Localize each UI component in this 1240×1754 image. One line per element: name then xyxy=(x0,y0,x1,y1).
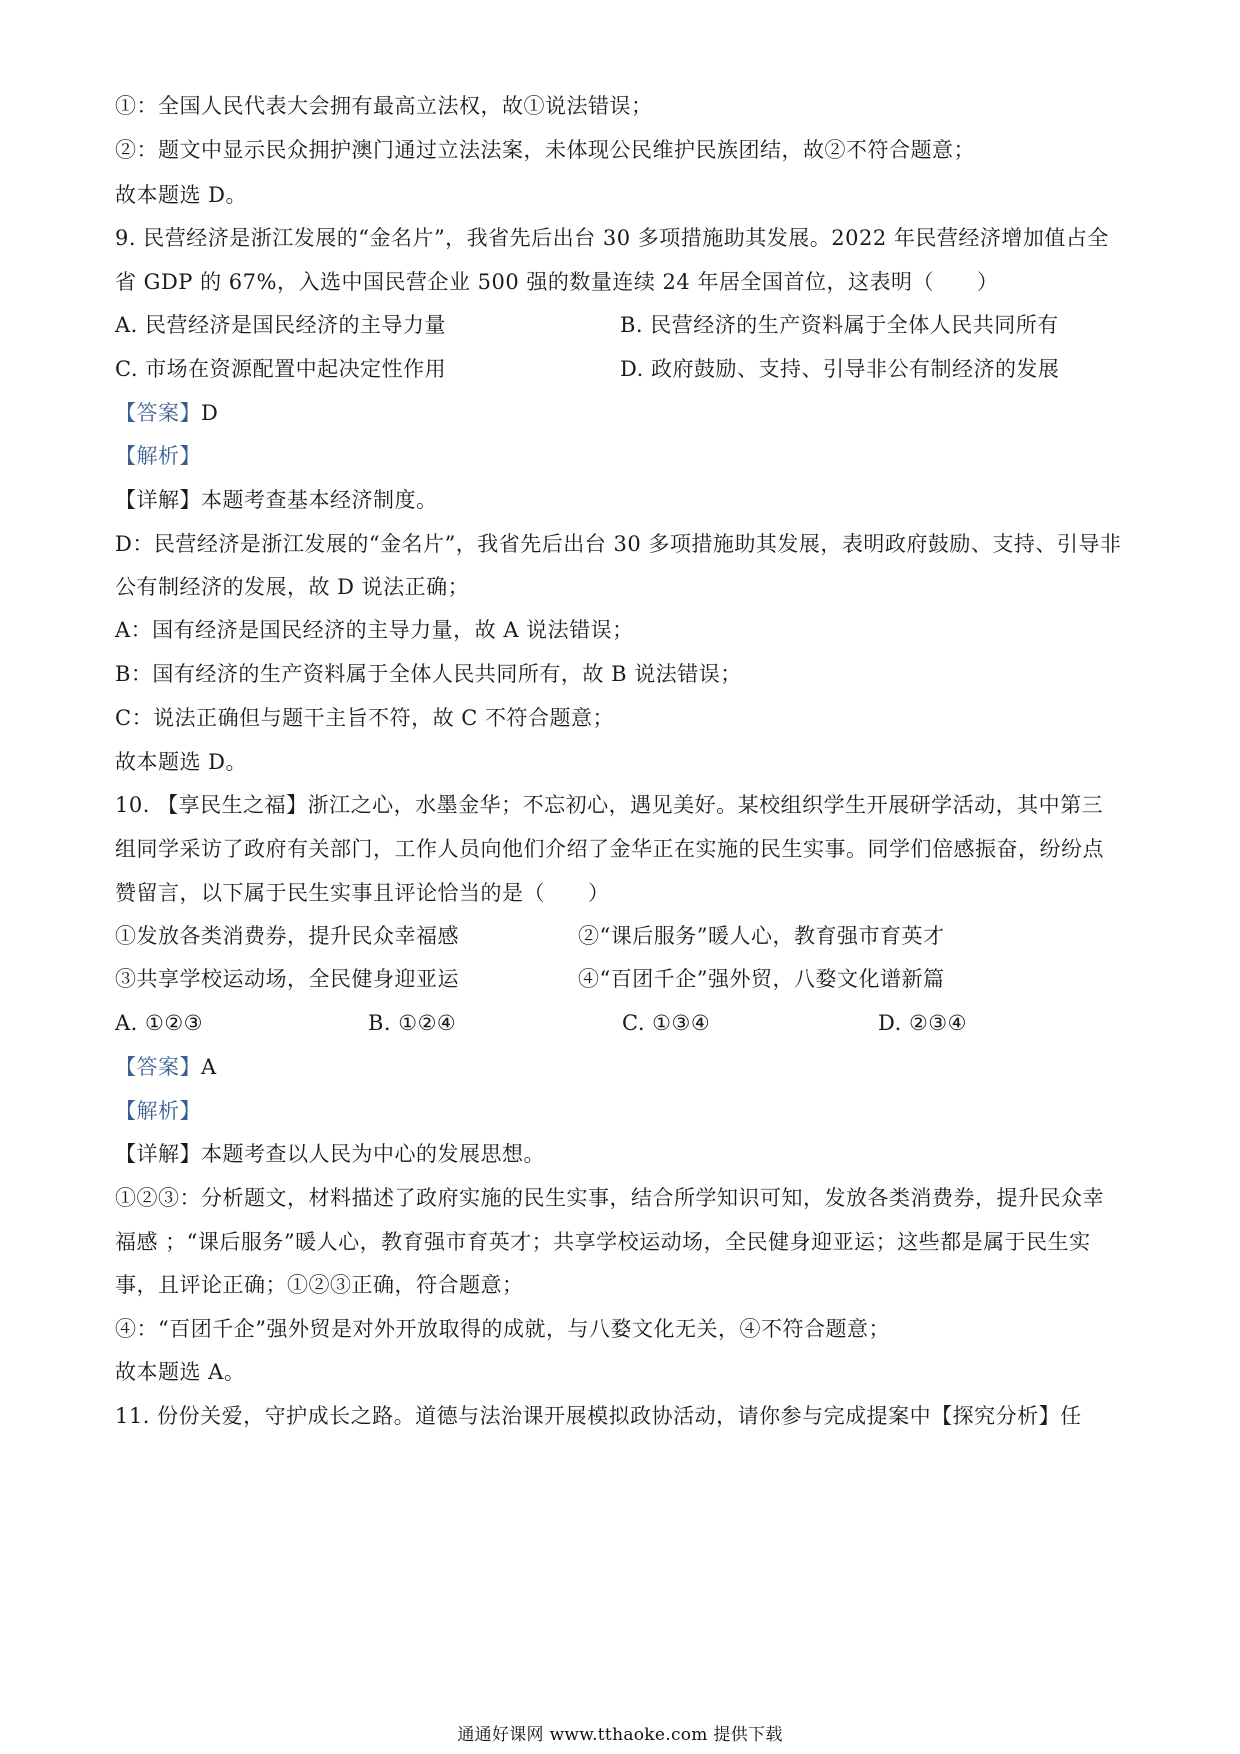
q10-item-1: ①发放各类消费券，提升民众幸福感 xyxy=(115,924,459,948)
q9-answer xyxy=(115,398,1125,428)
q10-stem-line-1: 10. 【享民生之福】浙江之心，水墨金华；不忘初心，遇见美好。某校组织学生开展研学活动，其中第三 xyxy=(115,793,1104,817)
q9-stem-line-2: 省 GDP 的 67%，入选中国民营企业 500 强的数量连续 24 年居全国首位，这表明（ ） xyxy=(115,270,999,294)
q9-analysis-tag: 【解析】 xyxy=(115,444,201,468)
q10-explanation-1-line-3: 事，且评论正确；①②③正确，符合题意； xyxy=(115,1273,524,1297)
footer-source: 通通好课网 www.tthaoke.com 提供下载 xyxy=(457,1725,783,1745)
q9-explanation-b: B：国有经济的生产资料属于全体人民共同所有，故 B 说法错误； xyxy=(115,662,742,686)
answer-tag: 【答案】 xyxy=(115,1055,201,1079)
q10-conclusion: 故本题选 A。 xyxy=(115,1360,246,1384)
q10-item-3: ③共享学校运动场，全民健身迎亚运 xyxy=(115,967,459,991)
answer-value: D xyxy=(201,401,219,425)
q10-explanation-1-line-1: ①②③：分析题文，材料描述了政府实施的民生实事，结合所学知识可知，发放各类消费券，提升民众幸 xyxy=(115,1186,1104,1210)
q10-option-d: D. ②③④ xyxy=(878,1011,967,1035)
answer-tag: 【答案】 xyxy=(115,401,201,425)
q8-explanation-1: ①：全国人民代表大会拥有最高立法权，故①说法错误； xyxy=(115,94,653,118)
q10-explanation-1-line-2: 福感 ；“课后服务”暖人心，教育强市育英才；共享学校运动场，全民健身迎亚运；这些都是属于民生实 xyxy=(115,1230,1091,1254)
q10-answer xyxy=(115,1052,1125,1082)
q9-explanation-d-1: D：民营经济是浙江发展的“金名片”，我省先后出台 30 多项措施助其发展，表明政府鼓励、支持、引导非 xyxy=(115,532,1122,556)
q11-stem-line-1: 11. 份份关爱，守护成长之路。道德与法治课开展模拟政协活动，请你参与完成提案中【探究分析】任 xyxy=(115,1404,1082,1428)
q9-stem-line-1: 9. 民营经济是浙江发展的“金名片”，我省先后出台 30 多项措施助其发展。2022 年民营经济增加值占全 xyxy=(115,226,1109,250)
q9-explanation-a: A：国有经济是国民经济的主导力量，故 A 说法错误； xyxy=(115,618,634,642)
q9-option-a: A. 民营经济是国民经济的主导力量 xyxy=(115,313,447,337)
q9-explanation-c: C：说法正确但与题干主旨不符，故 C 不符合题意； xyxy=(115,706,614,730)
q10-stem-line-3: 赞留言，以下属于民生实事且评论恰当的是（ ） xyxy=(115,881,610,905)
q8-explanation-2: ②：题文中显示民众拥护澳门通过立法法案，未体现公民维护民族团结，故②不符合题意； xyxy=(115,138,975,162)
q9-conclusion: 故本题选 D。 xyxy=(115,750,248,774)
q9-explanation-d-2: 公有制经济的发展，故 D 说法正确； xyxy=(115,575,470,599)
q10-item-2: ②“课后服务”暖人心，教育强市育英才 xyxy=(578,924,945,948)
q10-item-4: ④“百团千企”强外贸，八婺文化谱新篇 xyxy=(578,967,945,991)
answer-value: A xyxy=(201,1055,217,1079)
q10-stem-line-2: 组同学采访了政府有关部门，工作人员向他们介绍了金华正在实施的民生实事。同学们倍感振奋，纷纷点 xyxy=(115,837,1104,861)
q9-option-d: D. 政府鼓励、支持、引导非公有制经济的发展 xyxy=(620,357,1060,381)
q10-explanation-2: ④：“百团千企”强外贸是对外开放取得的成就，与八婺文化无关，④不符合题意； xyxy=(115,1317,890,1341)
q10-option-b: B. ①②④ xyxy=(368,1011,457,1035)
q10-option-a: A. ①②③ xyxy=(115,1011,203,1035)
q10-option-c: C. ①③④ xyxy=(622,1011,711,1035)
q9-option-c: C. 市场在资源配置中起决定性作用 xyxy=(115,357,447,381)
q10-analysis-tag: 【解析】 xyxy=(115,1099,201,1123)
q9-detail: 【详解】本题考查基本经济制度。 xyxy=(115,488,438,512)
q8-conclusion: 故本题选 D。 xyxy=(115,183,248,207)
q9-option-b: B. 民营经济的生产资料属于全体人民共同所有 xyxy=(620,313,1059,337)
q10-detail: 【详解】本题考查以人民为中心的发展思想。 xyxy=(115,1142,545,1166)
